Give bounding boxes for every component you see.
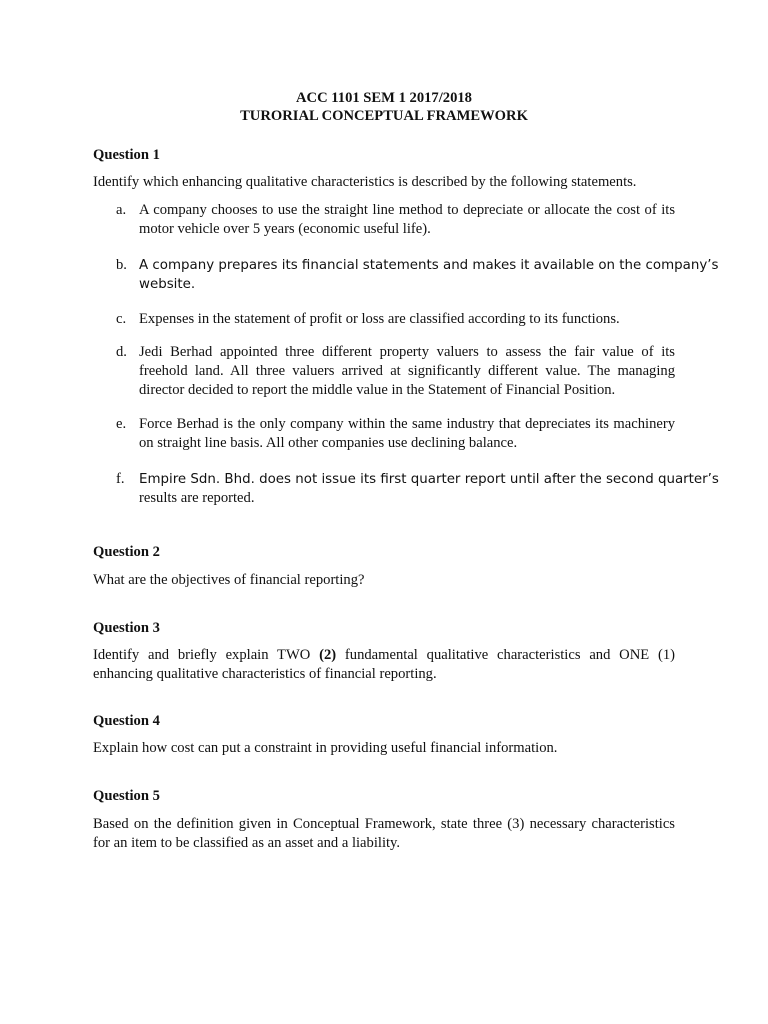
item-letter: a. <box>116 202 127 218</box>
item-text: Force Berhad is the only company within the same industry that depreciates its machinery on straight line basis. All other companies use declining balance. <box>139 416 675 451</box>
question-4-heading: Question 4 <box>93 713 160 729</box>
item-text-line: results are reported. <box>139 490 255 506</box>
question-2-heading: Question 2 <box>93 544 160 560</box>
question-1-heading: Question 1 <box>93 147 160 163</box>
item-letter: b. <box>116 257 127 273</box>
course-title: ACC 1101 SEM 1 2017/2018 <box>296 90 472 106</box>
item-letter: e. <box>116 416 127 432</box>
item-text: Jedi Berhad appointed three different property valuers to assess the fair value of its freehold land. All three valuers arrived at significantly different value. The managing director decided to report the middle value in the Statement of Financial Position. <box>139 344 675 398</box>
question-1-prompt: Identify which enhancing qualitative characteristics is described by the following statements. <box>93 174 637 190</box>
item-text-line: Empire Sdn. Bhd. does not issue its first quarter report until after the second quarter’s <box>139 472 719 487</box>
item-text: Expenses in the statement of profit or loss are classified according to its functions. <box>139 311 620 327</box>
question-4-text: Explain how cost can put a constraint in providing useful financial information. <box>93 740 558 756</box>
question-3-text-bold: (2) <box>319 647 337 663</box>
question-3-heading: Question 3 <box>93 620 160 636</box>
item-letter: c. <box>116 311 127 327</box>
item-letter: f. <box>116 471 125 487</box>
item-text <box>139 256 719 294</box>
question-3-text <box>93 646 675 684</box>
tutorial-title: TURORIAL CONCEPTUAL FRAMEWORK <box>240 108 528 124</box>
item-text-line: website. <box>139 277 196 292</box>
question-3-text-part: Identify and briefly explain TWO <box>93 647 320 663</box>
question-3-text-part: fundamental qualitative characteristics and ONE (1) enhancing qualitative characteristics of financial reporting. <box>93 647 675 682</box>
question-5-text: Based on the definition given in Conceptual Framework, state three (3) necessary characteristics for an item to be classified as an asset and a liability. <box>93 816 675 851</box>
question-5-heading: Question 5 <box>93 788 160 804</box>
item-text-line: A company prepares its financial statements and makes it available on the company’s <box>139 258 719 273</box>
item-letter: d. <box>116 344 127 360</box>
question-2-text: What are the objectives of financial reporting? <box>93 572 365 588</box>
item-text <box>139 470 719 508</box>
item-text: A company chooses to use the straight line method to depreciate or allocate the cost of its motor vehicle over 5 years (economic useful life). <box>139 202 675 237</box>
